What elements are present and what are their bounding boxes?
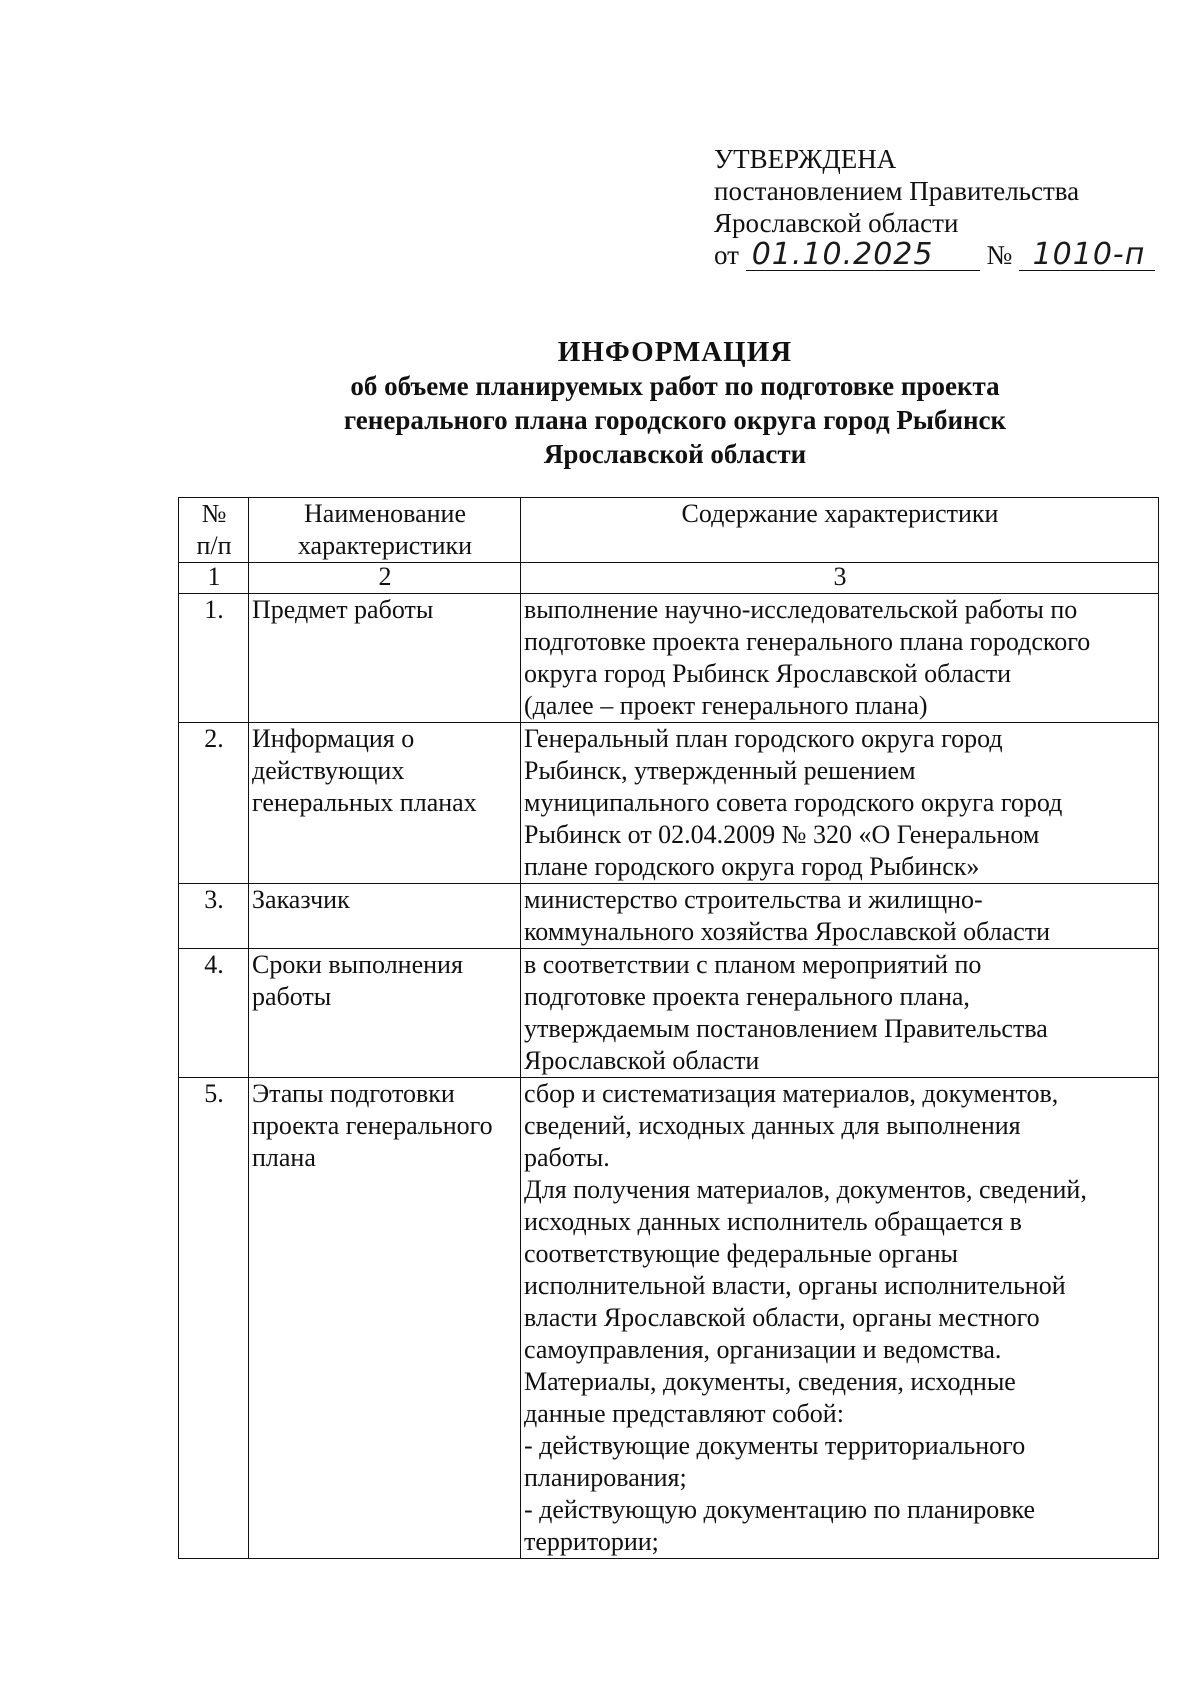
row-name: Заказчик xyxy=(249,884,521,949)
table-row xyxy=(179,949,1159,1078)
info-table xyxy=(178,497,1159,1559)
row-content: в соответствии с планом мероприятий по подготовке проекта генерального плана, утверждаемым постановлением Правительства Ярославской области xyxy=(521,949,1159,1078)
approval-line-2: Ярославской области xyxy=(714,208,959,238)
handwritten-date: 01.10.2025 xyxy=(746,240,980,271)
heading-line-1: об объеме планируемых работ по подготовке проекта xyxy=(350,371,1000,401)
heading-line-3: Ярославской области xyxy=(543,439,807,469)
document-heading xyxy=(0,335,1200,471)
row-number: 3. xyxy=(179,884,249,949)
approval-block xyxy=(714,143,1155,271)
header-content: Содержание характеристики xyxy=(521,498,1159,563)
row-number: 5. xyxy=(179,1078,249,1559)
index-cell-2: 2 xyxy=(249,563,521,594)
approval-title: УТВЕРЖДЕНА xyxy=(714,144,897,174)
date-prefix: от xyxy=(714,240,739,270)
row-name: Предмет работы xyxy=(249,594,521,723)
row-name: Сроки выполнения работы xyxy=(249,949,521,1078)
row-number: 2. xyxy=(179,723,249,884)
number-prefix: № xyxy=(986,240,1013,270)
approval-line-1: постановлением Правительства xyxy=(714,176,1080,206)
index-cell-1: 1 xyxy=(179,563,249,594)
table-index-row xyxy=(179,563,1159,594)
row-name: Этапы подготовки проекта генерального плана xyxy=(249,1078,521,1559)
table-row xyxy=(179,594,1159,723)
heading-line-2: генерального плана городского округа город Рыбинск xyxy=(343,405,1007,435)
row-name: Информация о действующих генеральных планах xyxy=(249,723,521,884)
row-content: министерство строительства и жилищно- коммунального хозяйства Ярославской области xyxy=(521,884,1159,949)
header-name: Наименование характеристики xyxy=(249,498,521,563)
row-content: сбор и систематизация материалов, документов, сведений, исходных данных для выполнения работы. Для получения материалов, документов, сведений, исходных данных исполнитель обращается в соответствующие федеральные органы исполнительной власти, органы исполнительной власти Ярославской области, органы местного самоуправления, организации и ведомства. Материалы, документы, сведения, исходные данные представляют собой: - действующие документы территориального планирования; - действующую документацию по планировке территории; xyxy=(521,1078,1159,1559)
heading-title: ИНФОРМАЦИЯ xyxy=(557,336,793,368)
table-row xyxy=(179,723,1159,884)
header-number: № п/п xyxy=(179,498,249,563)
row-content: выполнение научно-исследовательской работы по подготовке проекта генерального плана городского округа город Рыбинск Ярославской области (далее – проект генерального плана) xyxy=(521,594,1159,723)
index-cell-3: 3 xyxy=(521,563,1159,594)
table-header-row xyxy=(179,498,1159,563)
row-number: 4. xyxy=(179,949,249,1078)
row-content: Генеральный план городского округа город Рыбинск, утвержденный решением муниципального совета городского округа город Рыбинск от 02.04.2009 № 320 «О Генеральном плане городского округа город Рыбинск» xyxy=(521,723,1159,884)
handwritten-number: 1010-п xyxy=(1019,240,1155,271)
table-row xyxy=(179,1078,1159,1559)
row-number: 1. xyxy=(179,594,249,723)
approval-date-line xyxy=(714,239,1155,271)
table-row xyxy=(179,884,1159,949)
